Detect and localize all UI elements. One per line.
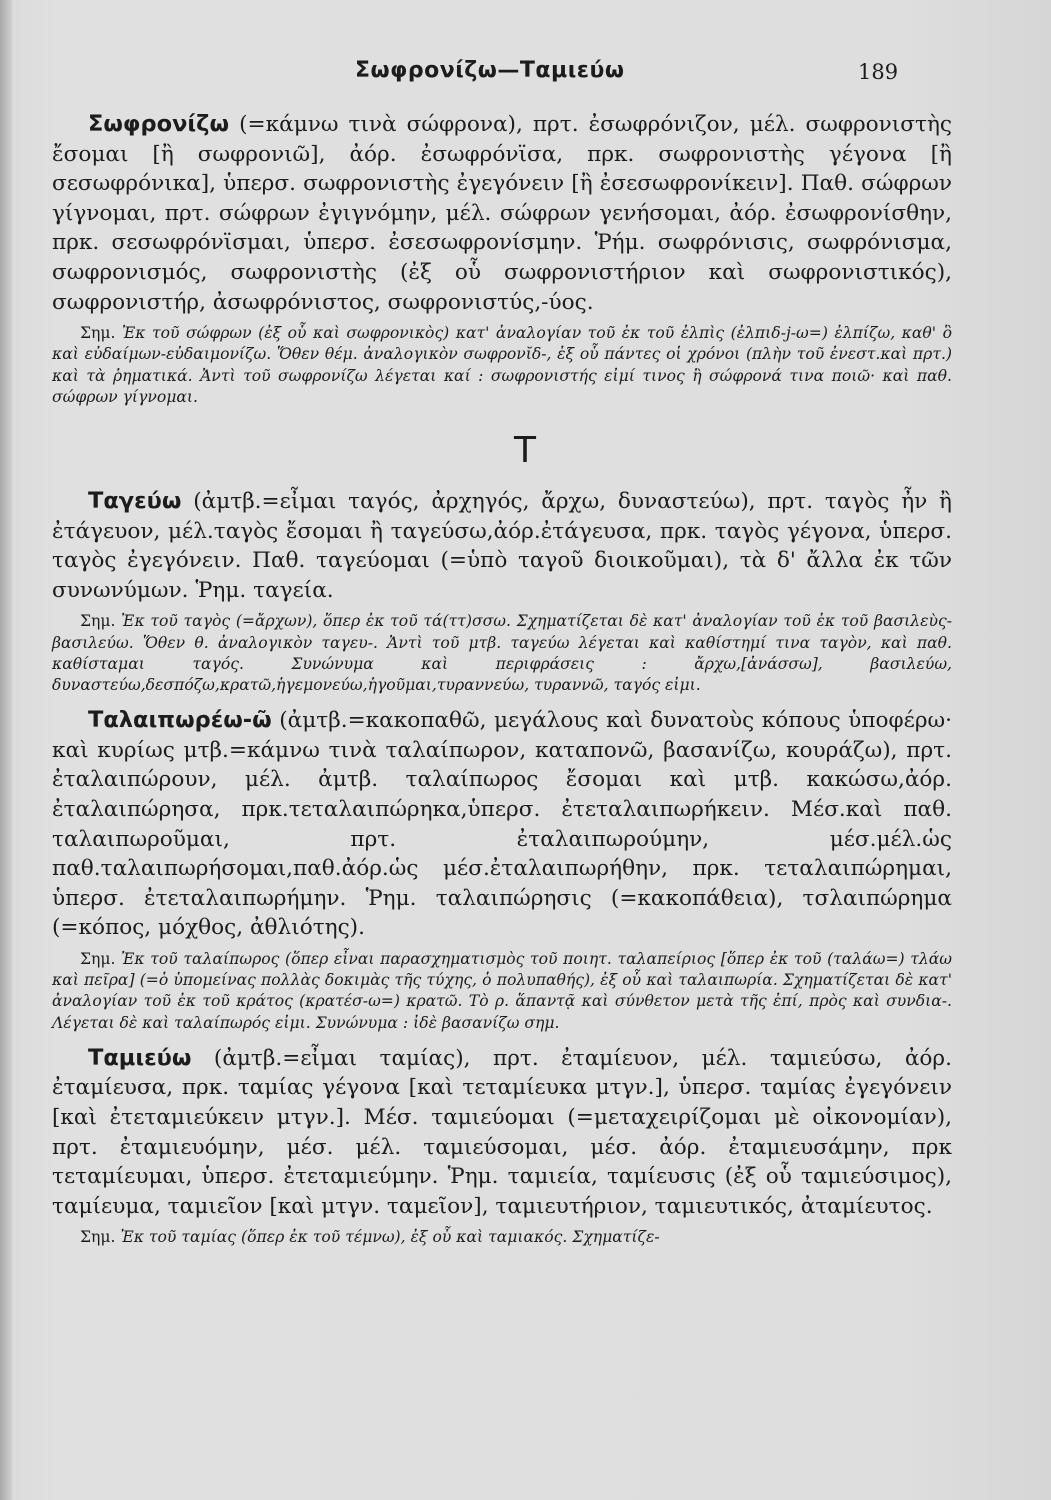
note-label: Σημ. [80,324,116,343]
running-header [0,58,1051,88]
book-spine-shadow [0,0,12,1500]
entry-note [52,323,952,408]
entry-note [52,949,952,1034]
headword: Σωφρονίζω [88,111,230,137]
entry-tageuo [52,487,952,605]
headword: Ταγεύω [88,487,182,514]
dictionary-content [52,110,952,1248]
entry-tamieuo [52,1044,952,1222]
entry-talaiporeo [52,706,952,943]
note-label: Σημ. [80,612,116,631]
note-text: Ἐκ τοῦ ταλαίπωρος (ὅπερ εἶναι παρασχηματισμὸς τοῦ ποιητ. ταλαπείριος [ὅπερ ἐκ τοῦ (ταλάω=) τλάω καὶ πεῖρα] (=ὁ ὑπομείνας πολλὰς δοκιμὰς τῆς τύχης, ὁ πολυπαθής), ἐξ οὗ καὶ ταλαιπωρία. Σχηματίζεται δὲ κατ' ἀναλογίαν τοῦ ἐκ τοῦ κράτος (κρατέσ-ω=) κρατῶ. Τὸ ρ. ἅπαντᾷ καὶ σύνθετον μετὰ τῆς ἐπί, πρὸς καὶ συνδια-. Λέγεται δὲ καὶ ταλαίπωρός εἰμι. Συνώνυμα : ἰδὲ βασανίζω σημ. [52,949,952,1032]
note-text: Ἐκ τοῦ ταγὸς (=ἄρχων), ὅπερ ἐκ τοῦ τά(ττ)σσω. Σχηματίζεται δὲ κατ' ἀναλογίαν τοῦ ἐκ τοῦ βασιλεὺς-βασιλεύω. Ὅθεν θ. ἀναλογικὸν ταγευ-. Ἀντὶ τοῦ μτβ. ταγεύω λέγεται καὶ καθίστημί τινα ταγὸν, καὶ παθ. καθίσταμαι ταγός. Συνώνυμα καὶ περιφράσεις : ἄρχω,[ἀνάσσω], βασιλεύω, δυναστεύω,δεσπόζω,κρατῶ,ἡγεμονεύω,ἡγοῦμαι,τυραννεύω, τυραννῶ, ταγός εἰμι. [52,612,952,694]
section-letter: Τ [514,429,536,471]
entry-note [52,1227,952,1248]
entry-text: (ἀμτβ.=εἶμαι ταμίας), πρτ. ἐταμίευον, μέλ. ταμιεύσω, ἀόρ. ἐταμίευσα, πρκ. ταμίας γέγονα [καὶ τεταμίευκα μτγν.], ὑπερσ. ταμίας ἐγεγόνειν [καὶ ἐτεταμιεύκειν μτγν.]. Μέσ. ταμιεύομαι (=μεταχειρίζομαι μὲ οἰκονομίαν), πρτ. ἐταμιευόμην, μέσ. μέλ. ταμιεύσομαι, μέσ. ἀόρ. ἐταμιευσάμην, πρκ τεταμίευμαι, ὑπερσ. ἐτεταμιεύμην. Ῥημ. ταμιεία, ταμίευσις (ἐξ οὗ ταμιεύσιμος), ταμίευμα, ταμιεῖον [καὶ μτγν. ταμεῖον], ταμιευτήριον, ταμιευτικός, ἀταμίευτος. [52,1045,952,1219]
headword: Ταμιεύω [88,1044,192,1071]
note-label: Σημ. [80,1228,116,1247]
page-number: 189 [858,60,899,84]
note-text: Ἐκ τοῦ σώφρων (ἐξ οὗ καὶ σωφρονικὸς) κατ' ἀναλογίαν τοῦ ἐκ τοῦ ἐλπὶς (ἐλπιδ-j-ω=) ἐλπίζω, καθ' ὃ καὶ εὐδαίμων-εὐδαιμονίζω. Ὅθεν θέμ. ἀναλογικὸν σωφρονῐδ-, ἐξ οὗ πάντες οἱ χρόνοι (πλὴν τοῦ ἐνεστ.καὶ πρτ.) καὶ τὰ ῥηματικά. Ἀντὶ τοῦ σωφρονίζω λέγεται καί : σωφρονιστής εἰμί τινος ἢ σώφρονά τινα ποιῶ· καὶ παθ. σώφρων γίγνομαι. [52,324,952,406]
running-title: Σωφρονίζω—Ταμιεύω [355,58,625,83]
headword: Ταλαιπωρέω-ῶ [88,707,272,734]
entry-text: (ἀμτβ.=κακοπαθῶ, μεγάλους καὶ δυνατοὺς κόπους ὑποφέρω· καὶ κυρίως μτβ.=κάμνω τινὰ ταλαίπωρον, καταπονῶ, βασανίζω, κουράζω), πρτ. ἐταλαιπώρουν, μέλ. ἀμτβ. ταλαίπωρος ἔσομαι καὶ μτβ. κακώσω,ἀόρ. ἐταλαιπώρησα, πρκ.τεταλαιπώρηκα,ὑπερσ. ἐτεταλαιπωρήκειν. Μέσ.καὶ παθ. ταλαιπωροῦμαι, πρτ. ἐταλαιπωρούμην, μέσ.μέλ.ὡς παθ.ταλαιπωρήσομαι,παθ.ἀόρ.ὡς μέσ.ἐταλαιπωρήθην, πρκ. τεταλαιπώρημαι, ὑπερσ. ἐτεταλαιπωρήμην. Ῥημ. ταλαιπώρησις (=κακοπάθεια), τσλαιπώρημα (=κόπος, μόχθος, ἀθλιότης). [52,708,952,941]
entry-note [52,611,952,696]
entry-text: (ἀμτβ.=εἶμαι ταγός, ἀρχηγός, ἄρχω, δυναστεύω), πρτ. ταγὸς ἦν ἢ ἐτάγευον, μέλ.ταγὸς ἔσομαι ἢ ταγεύσω,ἀόρ.ἐτάγευσα, πρκ. ταγὸς γέγονα, ὑπερσ. ταγὸς ἐγεγόνειν. Παθ. ταγεύομαι (=ὑπὸ ταγοῦ διοικοῦμαι), τὰ δ' ἄλλα ἐκ τῶν συνωνύμων. Ῥημ. ταγεία. [52,488,952,603]
note-label: Σημ. [80,949,116,968]
note-text: Ἐκ τοῦ ταμίας (ὅπερ ἐκ τοῦ τέμνω), ἐξ οὗ καὶ ταμιακός. Σχηματίζε- [120,1228,660,1247]
entry-text: (=κάμνω τινὰ σώφρονα), πρτ. ἐσωφρόνιζον, μέλ. σωφρονιστὴς ἔσομαι [ἢ σωφρονιῶ], ἀόρ. ἐσωφρόνϊσα, πρκ. σωφρονιστὴς γέγονα [ἢ σεσωφρόνικα], ὑπερσ. σωφρονιστὴς ἐγεγόνειν [ἢ ἐσεσωφρονίκειν]. Παθ. σώφρων γίγνομαι, πρτ. σώφρων ἐγιγνόμην, μέλ. σώφρων γενήσομαι, ἀόρ. ἐσωφρονίσθην, πρκ. σεσωφρόνϊσμαι, ὑπερσ. ἐσεσωφρονίσμην. Ῥήμ. σωφρόνισις, σωφρόνισμα, σωφρονισμός, σωφρονιστὴς (ἐξ οὗ σωφρονιστήριον καὶ σωφρονιστικός), σωφρονιστήρ, ἀσωφρόνιστος, σωφρονιστύς,-ύος. [52,112,952,315]
entry-sophronizo [52,110,952,317]
